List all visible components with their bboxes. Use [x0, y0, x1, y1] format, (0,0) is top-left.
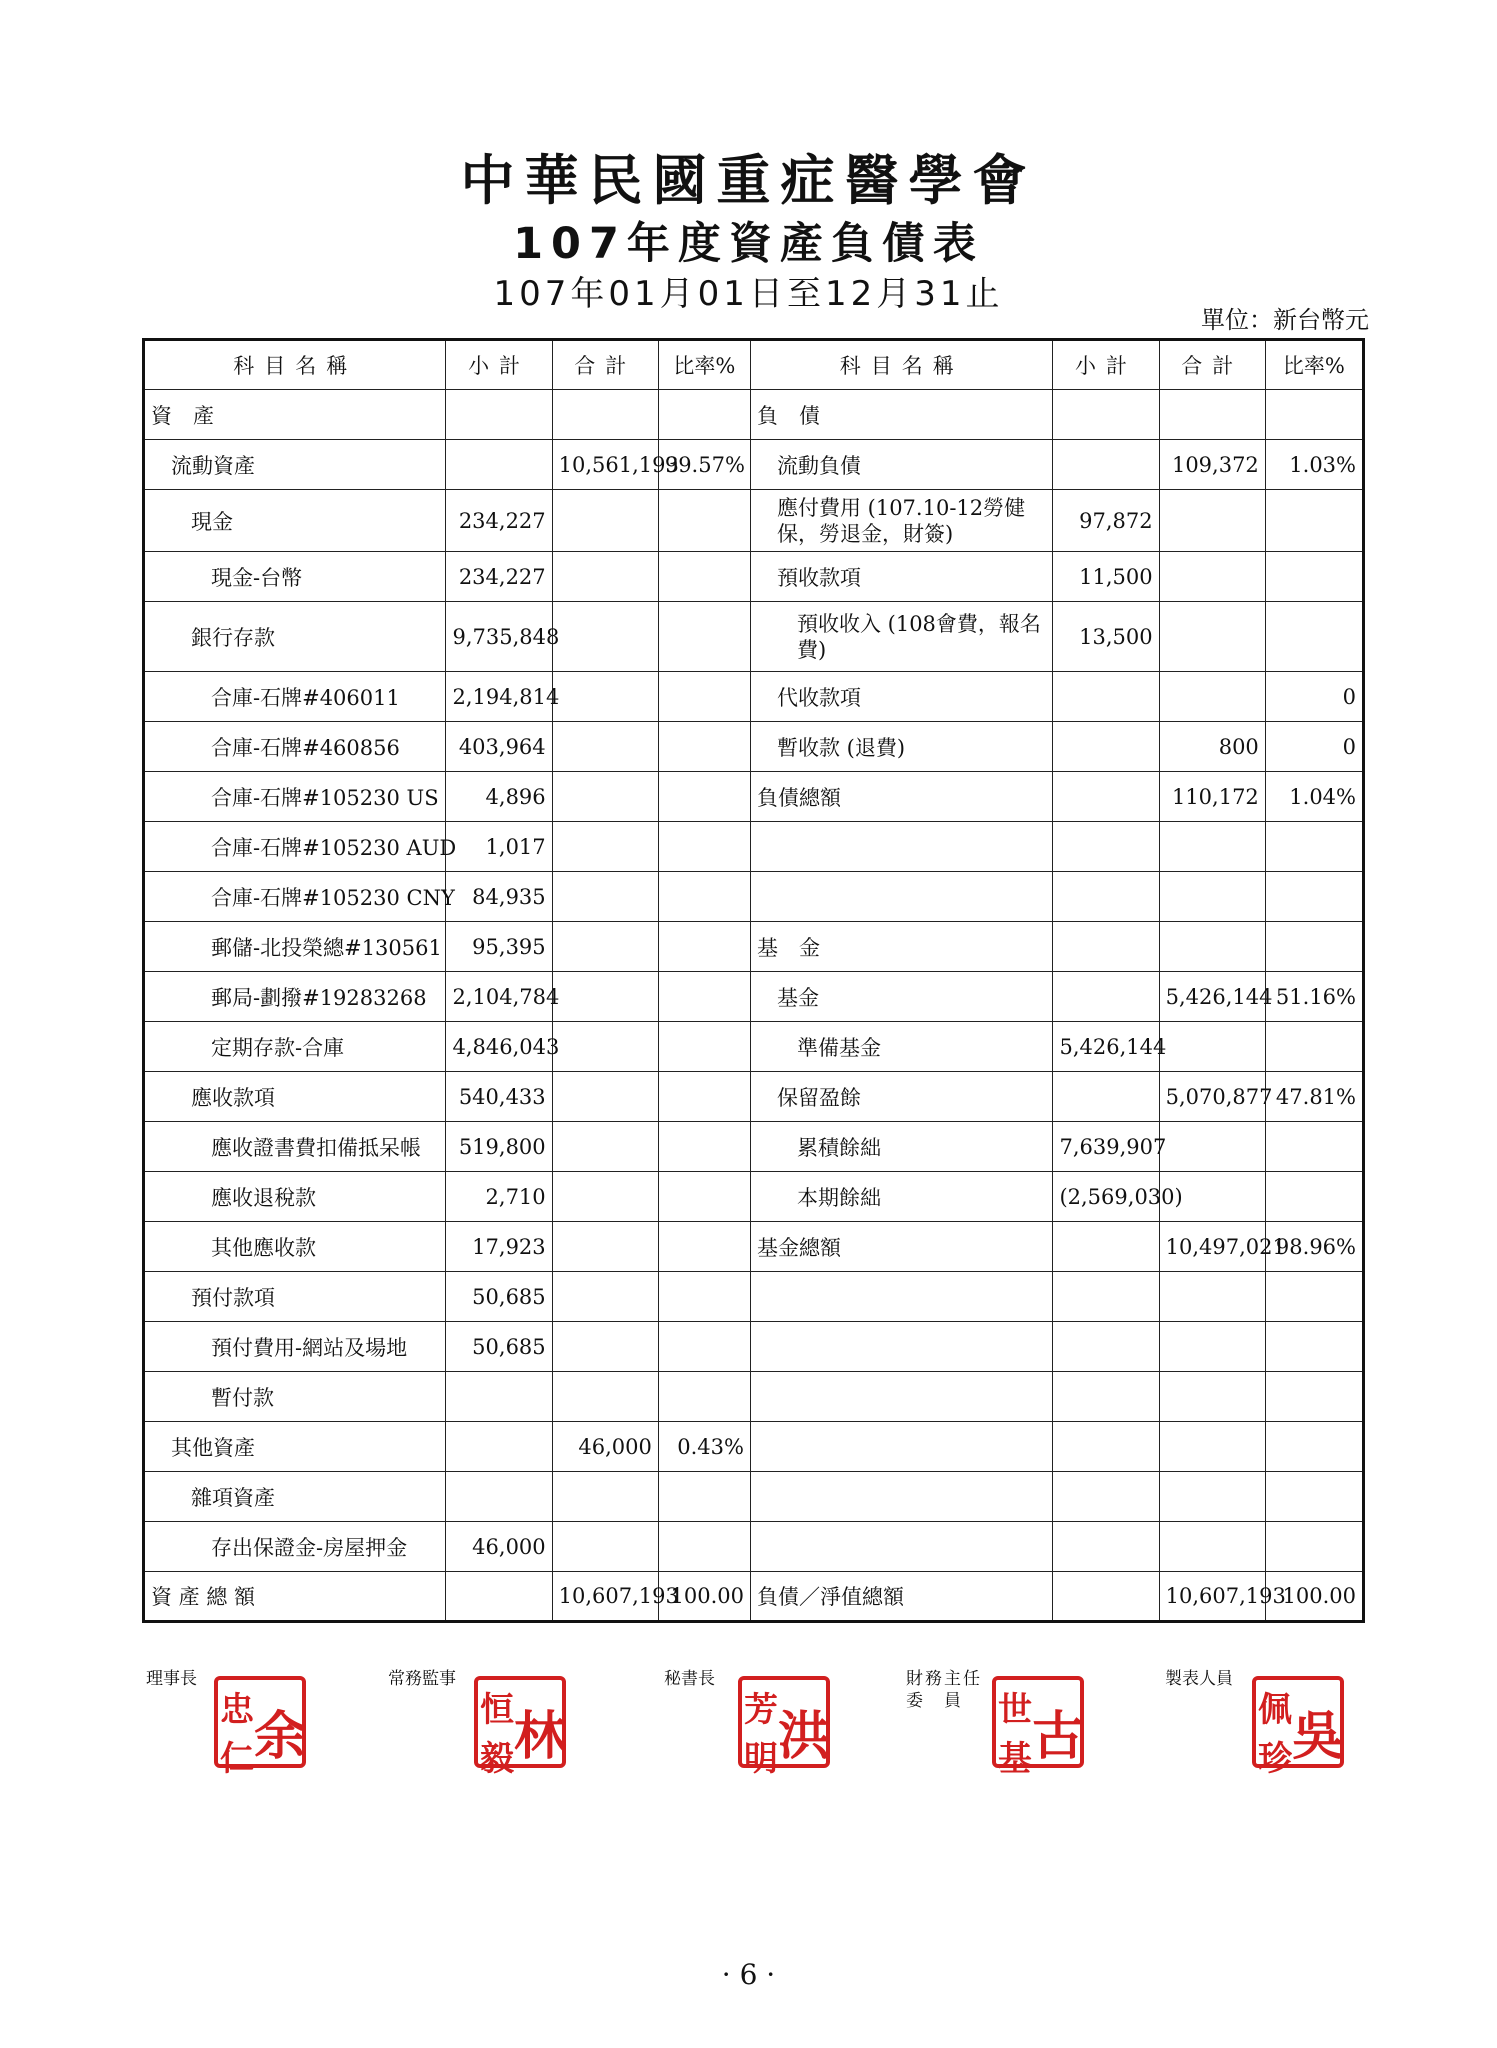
liability-item-name: 預收款項	[750, 552, 1052, 602]
asset-ratio	[658, 1272, 750, 1322]
asset-total	[552, 490, 658, 552]
asset-ratio	[658, 1072, 750, 1122]
asset-subtotal	[446, 440, 552, 490]
liability-subtotal	[1053, 1322, 1159, 1372]
liability-ratio	[1265, 822, 1363, 872]
table-row	[144, 1172, 1364, 1222]
col-header-subtotal: 小計	[446, 340, 552, 390]
liability-total	[1159, 672, 1265, 722]
organization-title: 中華民國重症醫學會	[460, 149, 1037, 212]
asset-subtotal: 2,194,814	[446, 672, 552, 722]
asset-item-name: 合庫-石牌#460856	[144, 722, 446, 772]
liability-subtotal	[1053, 1522, 1159, 1572]
asset-ratio	[658, 552, 750, 602]
asset-item-name: 合庫-石牌#105230 AUD	[144, 822, 446, 872]
col-header-ratio: 比率%	[1265, 340, 1363, 390]
liability-ratio: 1.04%	[1265, 772, 1363, 822]
asset-ratio	[658, 390, 750, 440]
asset-item-name: 定期存款-合庫	[144, 1022, 446, 1072]
asset-subtotal: 403,964	[446, 722, 552, 772]
asset-ratio: 99.57%	[658, 440, 750, 490]
asset-ratio	[658, 602, 750, 672]
col-header-subtotal: 小計	[1053, 340, 1159, 390]
seal-character: 古	[1032, 1705, 1085, 1767]
asset-item-name: 流動資產	[144, 440, 446, 490]
liability-subtotal	[1053, 722, 1159, 772]
liability-item-name: 負 債	[750, 390, 1052, 440]
page-number: · 6 ·	[721, 1958, 776, 1991]
red-seal-stamp	[214, 1676, 307, 1779]
liability-total: 800	[1159, 722, 1265, 772]
table-row	[144, 972, 1364, 1022]
seal-character: 仁	[220, 1739, 254, 1779]
table-row	[144, 602, 1364, 672]
asset-item-name: 其他資產	[144, 1422, 446, 1472]
asset-total	[552, 922, 658, 972]
liability-ratio	[1265, 552, 1363, 602]
table-row	[144, 1472, 1364, 1522]
asset-ratio	[658, 872, 750, 922]
liability-ratio	[1265, 1022, 1363, 1072]
asset-ratio	[658, 972, 750, 1022]
table-row	[144, 490, 1364, 552]
red-seal-stamp	[992, 1676, 1085, 1779]
seal-character: 明	[744, 1739, 778, 1779]
asset-item-name: 合庫-石牌#105230 US	[144, 772, 446, 822]
liability-subtotal: 7,639,907	[1053, 1122, 1159, 1172]
asset-item-name: 預付款項	[144, 1272, 446, 1322]
table-row	[144, 1422, 1364, 1472]
seal-character: 林	[514, 1705, 567, 1767]
liability-item-name: 基金	[750, 972, 1052, 1022]
liability-total: 5,426,144	[1159, 972, 1265, 1022]
table-row	[144, 922, 1364, 972]
red-seal-stamp	[738, 1676, 831, 1779]
asset-subtotal: 234,227	[446, 552, 552, 602]
liability-item-name	[750, 872, 1052, 922]
asset-subtotal: 519,800	[446, 1122, 552, 1172]
liability-subtotal: 5,426,144	[1053, 1022, 1159, 1072]
asset-total	[552, 1072, 658, 1122]
asset-ratio	[658, 490, 750, 552]
col-header-name: 科目名稱	[750, 340, 1052, 390]
asset-subtotal	[446, 390, 552, 440]
asset-total	[552, 972, 658, 1022]
liability-item-name: 負債／淨值總額	[750, 1572, 1052, 1622]
table-row	[144, 1272, 1364, 1322]
liability-ratio	[1265, 922, 1363, 972]
liability-total	[1159, 1372, 1265, 1422]
seal-character: 恒	[480, 1690, 514, 1730]
asset-item-name: 應收退稅款	[144, 1172, 446, 1222]
asset-ratio	[658, 1322, 750, 1372]
asset-total	[552, 1472, 658, 1522]
liability-ratio	[1265, 602, 1363, 672]
asset-total	[552, 872, 658, 922]
asset-subtotal	[446, 1372, 552, 1422]
asset-total	[552, 1172, 658, 1222]
liability-total	[1159, 1422, 1265, 1472]
seal-character: 芳	[744, 1690, 778, 1730]
asset-total	[552, 1322, 658, 1372]
asset-ratio	[658, 1122, 750, 1172]
liability-subtotal	[1053, 440, 1159, 490]
liability-item-name: 代收款項	[750, 672, 1052, 722]
asset-subtotal: 4,846,043	[446, 1022, 552, 1072]
seal-character: 毅	[480, 1739, 514, 1779]
liability-ratio	[1265, 1172, 1363, 1222]
liability-subtotal	[1053, 1072, 1159, 1122]
seal-character: 珍	[1258, 1739, 1292, 1779]
seal-character: 吳	[1292, 1705, 1345, 1767]
liability-ratio	[1265, 490, 1363, 552]
asset-item-name: 合庫-石牌#406011	[144, 672, 446, 722]
red-seal-stamp	[474, 1676, 567, 1779]
asset-ratio	[658, 1522, 750, 1572]
liability-ratio	[1265, 1322, 1363, 1372]
liability-total	[1159, 1322, 1265, 1372]
liability-item-name: 基 金	[750, 922, 1052, 972]
asset-subtotal: 84,935	[446, 872, 552, 922]
liability-item-name: 保留盈餘	[750, 1072, 1052, 1122]
seal-character: 洪	[778, 1705, 831, 1767]
seal-character: 余	[254, 1705, 307, 1767]
liability-total	[1159, 872, 1265, 922]
asset-subtotal: 9,735,848	[446, 602, 552, 672]
table-row	[144, 1372, 1364, 1422]
asset-item-name: 郵儲-北投榮總#130561	[144, 922, 446, 972]
liability-total	[1159, 822, 1265, 872]
liability-total	[1159, 390, 1265, 440]
signature-role-label: 理事長	[146, 1669, 197, 1689]
signature-role-label: 秘書長	[664, 1669, 715, 1689]
liability-item-name: 準備基金	[750, 1022, 1052, 1072]
asset-total	[552, 602, 658, 672]
asset-item-name: 合庫-石牌#105230 CNY	[144, 872, 446, 922]
seal-character: 基	[998, 1739, 1032, 1779]
asset-subtotal: 234,227	[446, 490, 552, 552]
asset-total	[552, 822, 658, 872]
liability-total	[1159, 1472, 1265, 1522]
asset-total	[552, 1522, 658, 1572]
liability-total	[1159, 552, 1265, 602]
asset-ratio	[658, 722, 750, 772]
liability-subtotal	[1053, 1422, 1159, 1472]
seal-character: 佩	[1258, 1690, 1292, 1730]
table-header-row	[144, 340, 1364, 390]
asset-total	[552, 1372, 658, 1422]
asset-subtotal: 4,896	[446, 772, 552, 822]
liability-subtotal	[1053, 1222, 1159, 1272]
liability-ratio	[1265, 390, 1363, 440]
asset-total: 10,607,193	[552, 1572, 658, 1622]
liability-item-name	[750, 1472, 1052, 1522]
asset-total: 10,561,193	[552, 440, 658, 490]
liability-total	[1159, 490, 1265, 552]
asset-ratio	[658, 772, 750, 822]
liability-subtotal	[1053, 1472, 1159, 1522]
table-row	[144, 722, 1364, 772]
table-row	[144, 1572, 1364, 1622]
liability-subtotal	[1053, 972, 1159, 1022]
liability-subtotal: 11,500	[1053, 552, 1159, 602]
table-row	[144, 1222, 1364, 1272]
asset-total	[552, 1022, 658, 1072]
asset-subtotal: 1,017	[446, 822, 552, 872]
currency-unit: 單位：新台幣元	[1201, 306, 1369, 334]
table-row	[144, 390, 1364, 440]
liability-ratio	[1265, 1372, 1363, 1422]
asset-subtotal: 50,685	[446, 1272, 552, 1322]
liability-total: 110,172	[1159, 772, 1265, 822]
asset-item-name: 資 產	[144, 390, 446, 440]
col-header-ratio: 比率%	[658, 340, 750, 390]
liability-ratio	[1265, 1272, 1363, 1322]
asset-item-name: 現金	[144, 490, 446, 552]
liability-total: 10,497,021	[1159, 1222, 1265, 1272]
liability-item-name: 流動負債	[750, 440, 1052, 490]
liability-ratio: 98.96%	[1265, 1222, 1363, 1272]
liability-subtotal: 97,872	[1053, 490, 1159, 552]
liability-total: 109,372	[1159, 440, 1265, 490]
asset-item-name: 應收證書費扣備抵呆帳	[144, 1122, 446, 1172]
liability-item-name	[750, 1372, 1052, 1422]
table-row	[144, 440, 1364, 490]
liability-subtotal	[1053, 1272, 1159, 1322]
liability-total: 5,070,877	[1159, 1072, 1265, 1122]
liability-subtotal	[1053, 772, 1159, 822]
liability-subtotal	[1053, 922, 1159, 972]
asset-total	[552, 1272, 658, 1322]
asset-ratio: 100.00	[658, 1572, 750, 1622]
col-header-name: 科目名稱	[144, 340, 446, 390]
table-row	[144, 822, 1364, 872]
asset-item-name: 現金-台幣	[144, 552, 446, 602]
report-title: 107年度資產負債表	[513, 219, 984, 269]
liability-ratio: 100.00	[1265, 1572, 1363, 1622]
signature-area	[0, 1668, 1497, 1788]
asset-item-name: 雜項資產	[144, 1472, 446, 1522]
asset-item-name: 郵局-劃撥#19283268	[144, 972, 446, 1022]
liability-item-name: 本期餘絀	[750, 1172, 1052, 1222]
asset-subtotal: 2,104,784	[446, 972, 552, 1022]
asset-subtotal	[446, 1472, 552, 1522]
report-period: 107年01月01日至12月31止	[493, 274, 1004, 314]
liability-subtotal	[1053, 672, 1159, 722]
liability-ratio	[1265, 1522, 1363, 1572]
asset-item-name: 應收款項	[144, 1072, 446, 1122]
table-row	[144, 1072, 1364, 1122]
liability-item-name: 負債總額	[750, 772, 1052, 822]
table-row	[144, 552, 1364, 602]
asset-subtotal	[446, 1422, 552, 1472]
red-seal-stamp	[1252, 1676, 1345, 1779]
asset-total: 46,000	[552, 1422, 658, 1472]
asset-subtotal	[446, 1572, 552, 1622]
table-row	[144, 772, 1364, 822]
signature-role-label: 財務主任委 員	[906, 1669, 982, 1711]
asset-total	[552, 390, 658, 440]
asset-subtotal: 2,710	[446, 1172, 552, 1222]
seal-character: 忠	[220, 1690, 254, 1730]
asset-ratio	[658, 1172, 750, 1222]
asset-subtotal: 17,923	[446, 1222, 552, 1272]
asset-item-name: 銀行存款	[144, 602, 446, 672]
liability-item-name: 暫收款 (退費)	[750, 722, 1052, 772]
asset-subtotal: 540,433	[446, 1072, 552, 1122]
liability-total	[1159, 1122, 1265, 1172]
balance-sheet-table	[142, 338, 1365, 1623]
liability-subtotal	[1053, 1572, 1159, 1622]
asset-item-name: 其他應收款	[144, 1222, 446, 1272]
liability-total	[1159, 1272, 1265, 1322]
liability-item-name: 預收收入 (108會費，報名費)	[750, 602, 1052, 672]
table-row	[144, 1322, 1364, 1372]
liability-subtotal	[1053, 1372, 1159, 1422]
liability-ratio	[1265, 872, 1363, 922]
col-header-total: 合計	[1159, 340, 1265, 390]
asset-ratio: 0.43%	[658, 1422, 750, 1472]
asset-total	[552, 722, 658, 772]
asset-ratio	[658, 822, 750, 872]
liability-total	[1159, 602, 1265, 672]
liability-subtotal	[1053, 822, 1159, 872]
liability-total: 10,607,193	[1159, 1572, 1265, 1622]
liability-subtotal: (2,569,030)	[1053, 1172, 1159, 1222]
asset-subtotal: 95,395	[446, 922, 552, 972]
liability-ratio	[1265, 1122, 1363, 1172]
asset-ratio	[658, 672, 750, 722]
liability-item-name	[750, 1272, 1052, 1322]
liability-subtotal	[1053, 872, 1159, 922]
liability-ratio: 0	[1265, 672, 1363, 722]
table-row	[144, 872, 1364, 922]
liability-item-name	[750, 822, 1052, 872]
asset-subtotal: 50,685	[446, 1322, 552, 1372]
liability-ratio: 1.03%	[1265, 440, 1363, 490]
asset-ratio	[658, 1022, 750, 1072]
liability-ratio: 0	[1265, 722, 1363, 772]
asset-ratio	[658, 1372, 750, 1422]
asset-total	[552, 552, 658, 602]
liability-ratio	[1265, 1422, 1363, 1472]
signature-role-label: 常務監事	[388, 1669, 456, 1689]
asset-total	[552, 1222, 658, 1272]
asset-item-name: 預付費用-網站及場地	[144, 1322, 446, 1372]
asset-total	[552, 672, 658, 722]
liability-subtotal	[1053, 390, 1159, 440]
table-row	[144, 672, 1364, 722]
asset-ratio	[658, 922, 750, 972]
asset-subtotal: 46,000	[446, 1522, 552, 1572]
asset-item-name: 存出保證金-房屋押金	[144, 1522, 446, 1572]
asset-ratio	[658, 1222, 750, 1272]
asset-total	[552, 772, 658, 822]
asset-item-name: 暫付款	[144, 1372, 446, 1422]
liability-item-name: 基金總額	[750, 1222, 1052, 1272]
signature-role-label: 製表人員	[1165, 1669, 1233, 1689]
liability-item-name	[750, 1422, 1052, 1472]
col-header-total: 合計	[552, 340, 658, 390]
liability-subtotal: 13,500	[1053, 602, 1159, 672]
asset-item-name: 資 產 總 額	[144, 1572, 446, 1622]
liability-item-name: 累積餘絀	[750, 1122, 1052, 1172]
liability-item-name	[750, 1522, 1052, 1572]
asset-total	[552, 1122, 658, 1172]
seal-character: 世	[998, 1690, 1032, 1730]
table-row	[144, 1522, 1364, 1572]
liability-item-name	[750, 1322, 1052, 1372]
liability-ratio: 47.81%	[1265, 1072, 1363, 1122]
liability-item-name: 應付費用 (107.10-12勞健保，勞退金，財簽)	[750, 490, 1052, 552]
table-row	[144, 1022, 1364, 1072]
liability-ratio	[1265, 1472, 1363, 1522]
table-row	[144, 1122, 1364, 1172]
liability-total	[1159, 922, 1265, 972]
liability-ratio: 51.16%	[1265, 972, 1363, 1022]
liability-total	[1159, 1522, 1265, 1572]
liability-total	[1159, 1022, 1265, 1072]
asset-ratio	[658, 1472, 750, 1522]
